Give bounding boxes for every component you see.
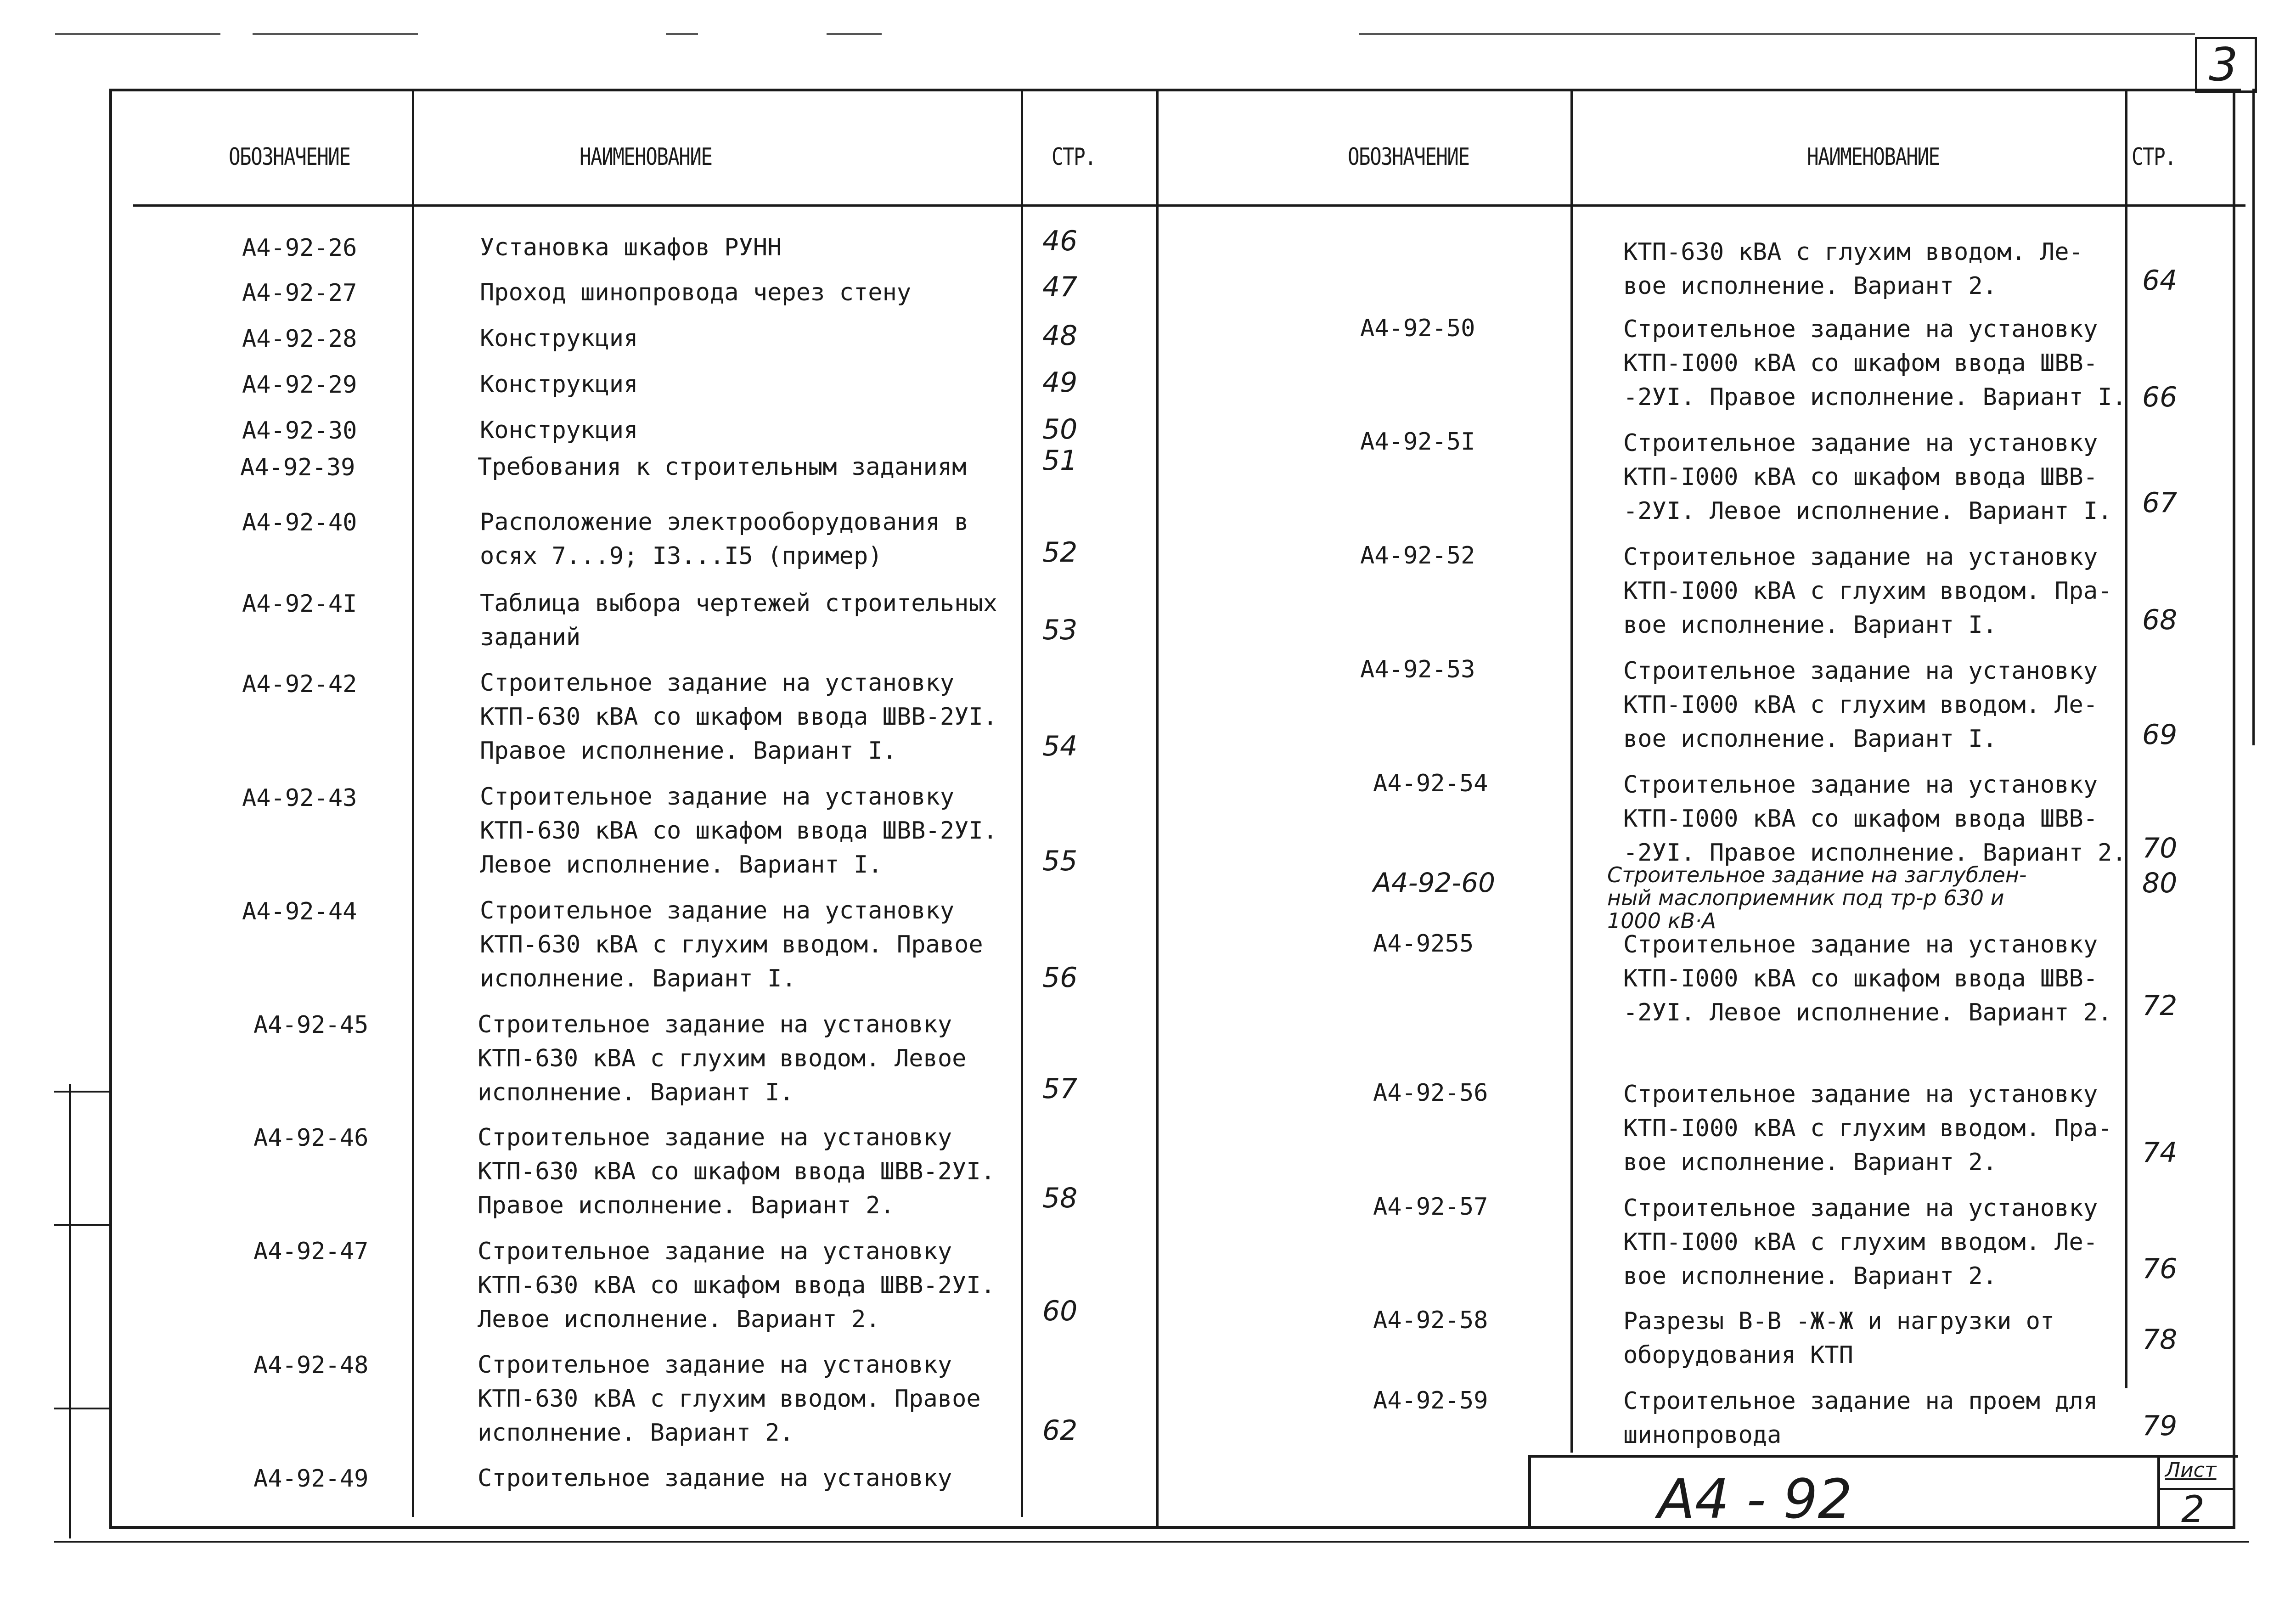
- left-row-name: Строительное задание на установку КТП-630 кВА с глухим вводом. Левое исполнение. Вариант I.: [478, 1011, 967, 1106]
- left-row-name: Строительное задание на установку КТП-630 кВА со шкафом ввода ШВВ-2УI. Правое исполнение. Вариант I.: [480, 669, 998, 765]
- right-row-name: Строительное задание на установку КТП-I000 кВА с глухим вводом. Ле- вое исполнение. Вариант 2.: [1623, 1194, 2098, 1290]
- header-right-name: НАИМЕНОВАНИЕ: [1807, 143, 1940, 171]
- left-row-code: А4-92-28: [242, 325, 357, 353]
- header-left-code: ОБОЗНАЧЕНИЕ: [229, 143, 350, 171]
- right-row-code: А4-92-56: [1373, 1079, 1488, 1107]
- col-sep-middle: [1156, 89, 1159, 1526]
- left-row-code: А4-92-30: [242, 417, 357, 445]
- right-row-page: 79: [2142, 1410, 2178, 1442]
- left-row-code: А4-92-42: [242, 670, 357, 698]
- right-row-page: 69: [2142, 719, 2178, 751]
- right-row-code: А4-92-5I: [1360, 428, 1475, 456]
- right-row-name: Строительное задание на установку КТП-I000 кВА со шкафом ввода ШВВ- -2УI. Левое исполнение. Вариант I.: [1623, 429, 2112, 525]
- left-row-name: Проход шинопровода через стену: [480, 279, 912, 306]
- right-row-name-handwritten: Строительное задание на заглублен- ный маслоприемник под тр-р 630 и 1000 кВ·А: [1607, 862, 2027, 933]
- left-row-page: 56: [1042, 962, 1078, 994]
- right-row-name: Строительное задание на установку КТП-I000 кВА с глухим вводом. Пра- вое исполнение. Вариант 2.: [1623, 1081, 2112, 1176]
- col-sep-right-1: [1570, 89, 1573, 1453]
- right-row-code: А4-92-59: [1373, 1387, 1488, 1414]
- left-row-page: 52: [1042, 536, 1078, 569]
- left-row-page: 60: [1042, 1295, 1078, 1327]
- left-row-code: А4-92-27: [242, 279, 357, 307]
- left-row-code: А4-92-44: [242, 898, 357, 925]
- header-rule: [133, 204, 2245, 207]
- right-row-name: Строительное задание на установку КТП-I000 кВА со шкафом ввода ШВВ- -2УI. Правое исполнение. Вариант 2.: [1623, 771, 2127, 867]
- left-row-page: 51: [1042, 445, 1078, 477]
- right-row-name: Строительное задание на проем для шинопровода: [1623, 1387, 2098, 1449]
- left-row-code: А4-92-29: [242, 371, 357, 399]
- col-sep-left-1: [412, 89, 414, 1517]
- right-row-page: 70: [2142, 832, 2178, 864]
- scan-artifact: [1359, 33, 2195, 35]
- header-right-code: ОБОЗНАЧЕНИЕ: [1348, 143, 1469, 171]
- title-block: [1528, 1455, 2238, 1529]
- scan-artifact: [827, 33, 882, 35]
- left-row-code: А4-92-39: [240, 454, 355, 481]
- left-row-name: Строительное задание на установку КТП-630 кВА со шкафом ввода ШВВ-2УI. Левое исполнение. Вариант 2.: [478, 1238, 996, 1333]
- left-row-page: 58: [1042, 1182, 1078, 1214]
- col-sep-left-2: [1021, 89, 1023, 1517]
- sheet-corner-number: 3: [2209, 38, 2238, 91]
- right-row-name: КТП-630 кВА с глухим вводом. Ле- вое исполнение. Вариант 2.: [1623, 238, 2083, 300]
- right-row-page: 72: [2142, 990, 2178, 1022]
- left-row-name: Строительное задание на установку: [478, 1465, 952, 1492]
- right-row-page: 78: [2142, 1324, 2178, 1356]
- left-row-code: А4-92-4I: [242, 590, 357, 618]
- right-row-code: А4-92-54: [1373, 770, 1488, 797]
- right-row-name: Строительное задание на установку КТП-I000 кВА с глухим вводом. Пра- вое исполнение. Вариант I.: [1623, 543, 2112, 639]
- binding-mark: [54, 1091, 112, 1093]
- header-left-name: НАИМЕНОВАНИЕ: [580, 143, 712, 171]
- right-row-code: А4-92-52: [1360, 542, 1475, 569]
- stamp-sheet-number: 2: [2181, 1488, 2205, 1531]
- scan-artifact: [55, 33, 220, 35]
- left-row-page: 53: [1042, 614, 1078, 646]
- left-row-name: Установка шкафов РУНН: [480, 234, 782, 261]
- right-row-code: А4-92-53: [1360, 656, 1475, 683]
- binding-mark: [54, 1224, 112, 1226]
- left-row-name: Конструкция: [480, 371, 638, 398]
- left-row-page: 62: [1042, 1414, 1078, 1447]
- right-row-name: Строительное задание на установку КТП-I000 кВА со шкафом ввода ШВВ- -2УI. Правое исполнение. Вариант I.: [1623, 315, 2127, 411]
- header-left-page: СТР.: [1052, 143, 1096, 171]
- left-row-code: А4-92-45: [253, 1011, 369, 1039]
- col-sep-right-2: [2125, 89, 2127, 1388]
- binding-mark: [69, 1084, 71, 1538]
- stamp-sheet-label: Лист: [2165, 1459, 2217, 1482]
- left-row-code: А4-92-46: [253, 1124, 369, 1152]
- stamp-doc-code: А4 - 92: [1658, 1467, 1852, 1531]
- left-row-page: 49: [1042, 366, 1078, 399]
- left-row-page: 46: [1042, 225, 1078, 257]
- left-row-code: А4-92-26: [242, 234, 357, 262]
- frame-top: [110, 89, 2241, 91]
- right-row-page: 68: [2142, 604, 2178, 636]
- scan-artifact: [253, 33, 418, 35]
- left-row-name: Строительное задание на установку КТП-630 кВА с глухим вводом. Правое исполнение. Вариант I.: [480, 897, 983, 992]
- right-row-name: Разрезы В-В -Ж-Ж и нагрузки от оборудования КТП: [1623, 1307, 2055, 1369]
- left-row-code: А4-92-47: [253, 1238, 369, 1265]
- right-row-name: Строительное задание на установку КТП-I000 кВА с глухим вводом. Ле- вое исполнение. Вариант I.: [1623, 657, 2098, 753]
- right-row-code: А4-92-50: [1360, 315, 1475, 342]
- left-row-code: А4-92-48: [253, 1352, 369, 1379]
- frame-right: [2233, 89, 2235, 1528]
- right-row-code: А4-9255: [1373, 930, 1474, 958]
- left-row-page: 55: [1042, 845, 1078, 877]
- left-row-page: 48: [1042, 320, 1078, 352]
- left-row-page: 50: [1042, 413, 1078, 445]
- frame-right-outer: [2252, 89, 2255, 745]
- right-row-page: 67: [2142, 487, 2178, 519]
- left-row-page: 47: [1042, 271, 1078, 303]
- right-row-page: 64: [2142, 265, 2178, 297]
- right-row-page: 74: [2142, 1137, 2178, 1169]
- left-row-name: Таблица выбора чертежей строительных заданий: [480, 590, 998, 651]
- header-right-page: СТР.: [2132, 143, 2176, 171]
- right-row-page: 80: [2142, 867, 2178, 899]
- right-row-code: А4-92-57: [1373, 1193, 1488, 1221]
- title-block-divider: [2157, 1455, 2160, 1526]
- left-row-code: А4-92-40: [242, 509, 357, 536]
- left-row-page: 54: [1042, 730, 1078, 762]
- right-row-code-handwritten: А4-92-60: [1373, 867, 1496, 898]
- right-row-name: Строительное задание на установку КТП-I000 кВА со шкафом ввода ШВВ- -2УI. Левое исполнение. Вариант 2.: [1623, 931, 2112, 1026]
- left-row-name: Строительное задание на установку КТП-630 кВА с глухим вводом. Правое исполнение. Вариант 2.: [478, 1351, 981, 1447]
- left-row-name: Конструкция: [480, 417, 638, 444]
- left-row-name: Строительное задание на установку КТП-630 кВА со шкафом ввода ШВВ-2УI. Правое исполнение. Вариант 2.: [478, 1124, 996, 1219]
- right-row-page: 76: [2142, 1253, 2178, 1285]
- left-row-name: Строительное задание на установку КТП-630 кВА со шкафом ввода ШВВ-2УI. Левое исполнение. Вариант I.: [480, 783, 998, 879]
- right-row-page: 66: [2142, 381, 2178, 413]
- left-row-name: Требования к строительным заданиям: [478, 453, 967, 481]
- left-row-name: Конструкция: [480, 325, 638, 352]
- left-row-page: 57: [1042, 1073, 1078, 1105]
- binding-mark: [54, 1408, 112, 1409]
- binding-mark: [54, 1541, 2249, 1543]
- left-row-name: Расположение электрооборудования в осях 7...9; I3...I5 (пример): [480, 508, 969, 570]
- left-row-code: А4-92-49: [253, 1465, 369, 1493]
- left-row-code: А4-92-43: [242, 784, 357, 812]
- scan-artifact: [666, 33, 698, 35]
- frame-left: [109, 89, 112, 1528]
- right-row-code: А4-92-58: [1373, 1307, 1488, 1334]
